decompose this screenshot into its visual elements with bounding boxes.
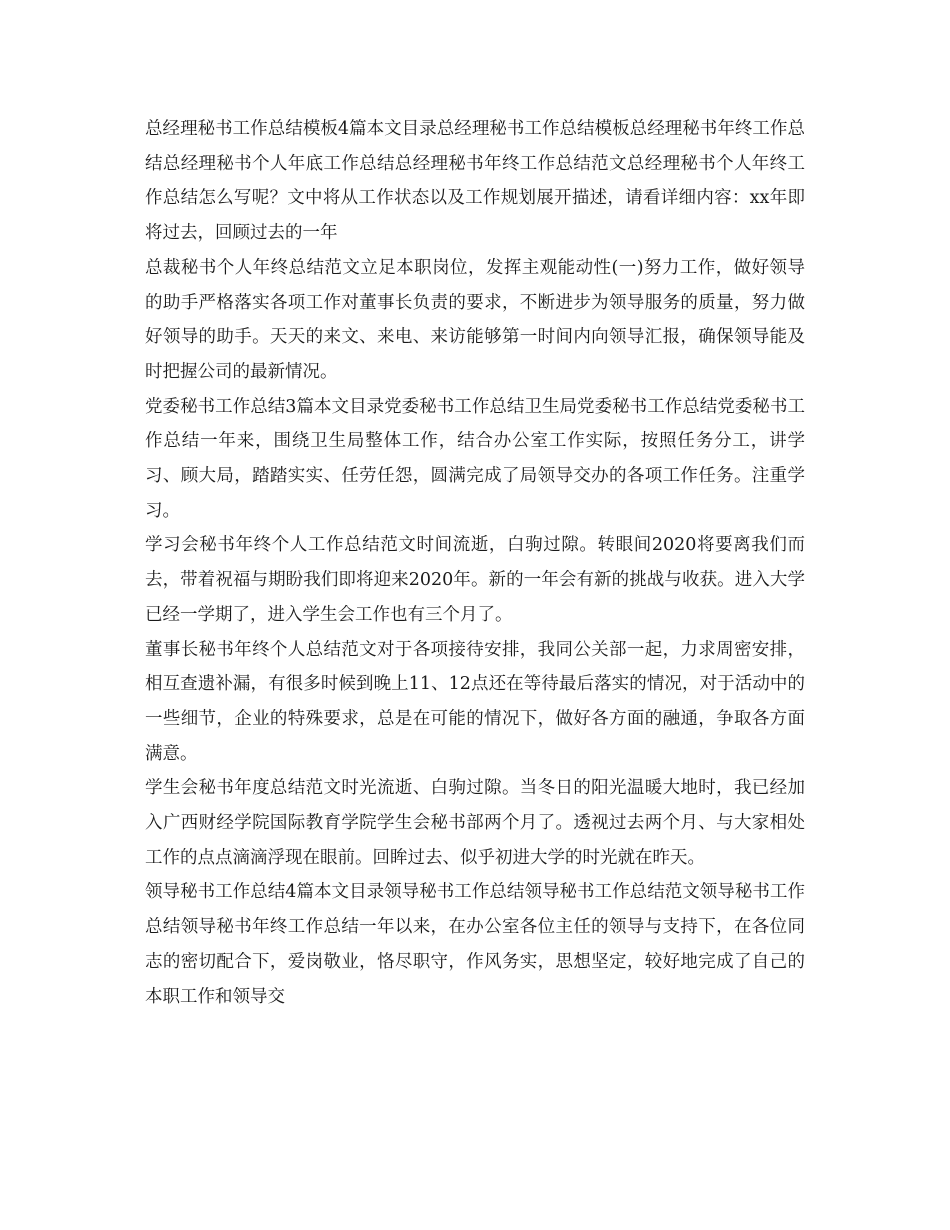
document-body (145, 112, 805, 1014)
paragraph-3: 党委秘书工作总结3篇本文目录党委秘书工作总结卫生局党委秘书工作总结党委秘书工作总结一年来，围绕卫生局整体工作，结合办公室工作实际，按照任务分工，讲学习、顾大局，踏踏实实、任劳任怨，圆满完成了局领导交办的各项工作任务。注重学习。 (145, 396, 805, 521)
paragraph-6: 学生会秘书年度总结范文时光流逝、白驹过隙。当冬日的阳光温暖大地时，我已经加入广西财经学院国际教育学院学生会秘书部两个月了。透视过去两个月、与大家相处工作的点点滴滴浮现在眼前。回眸过去、似乎初进大学的时光就在昨天。 (145, 778, 805, 868)
paragraph-4: 学习会秘书年终个人工作总结范文时间流逝，白驹过隙。转眼间2020将要离我们而去，带着祝福与期盼我们即将迎来2020年。新的一年会有新的挑战与收获。进入大学已经一学期了，进入学生会工作也有三个月了。 (145, 535, 805, 625)
paragraph-7: 领导秘书工作总结4篇本文目录领导秘书工作总结领导秘书工作总结范文领导秘书工作总结领导秘书年终工作总结一年以来，在办公室各位主任的领导与支持下，在各位同志的密切配合下，爱岗敬业，恪尽职守，作风务实，思想坚定，较好地完成了自己的本职工作和领导交 (145, 882, 805, 1007)
paragraph-1: 总经理秘书工作总结模板4篇本文目录总经理秘书工作总结模板总经理秘书年终工作总结总经理秘书个人年底工作总结总经理秘书年终工作总结范文总经理秘书个人年终工作总结怎么写呢？文中将从工作状态以及工作规划展开描述，请看详细内容：xx年即将过去，回顾过去的一年 (145, 119, 805, 244)
paragraph-2: 总裁秘书个人年终总结范文立足本职岗位，发挥主观能动性(一)努力工作，做好领导的助手严格落实各项工作对董事长负责的要求，不断进步为领导服务的质量，努力做好领导的助手。天天的来文、来电、来访能够第一时间内向领导汇报，确保领导能及时把握公司的最新情况。 (145, 257, 805, 382)
paragraph-5: 董事长秘书年终个人总结范文对于各项接待安排，我同公关部一起，力求周密安排，相互查遗补漏，有很多时候到晚上11、12点还在等待最后落实的情况，对于活动中的一些细节，企业的特殊要求，总是在可能的情况下，做好各方面的融通，争取各方面满意。 (145, 639, 805, 764)
